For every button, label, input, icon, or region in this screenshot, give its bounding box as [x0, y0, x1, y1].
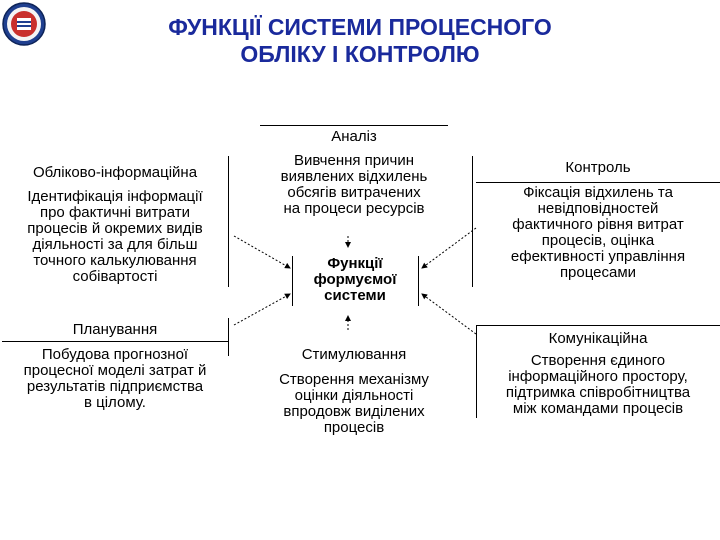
control-heading: Контроль: [565, 159, 631, 176]
stimulation-heading: Стимулювання: [301, 346, 407, 363]
arrow-from-accounting: [234, 236, 290, 268]
analysis-heading: Аналіз: [331, 128, 377, 145]
accounting-heading: Обліково-інформаційна: [32, 164, 198, 181]
communication-heading: Комунікаційна: [548, 330, 648, 347]
control-text: Фіксація відхилень та невідповідностей фактичного рівня витрат процесів, оцінка ефективності управління процесами: [510, 184, 686, 281]
planning-text: Побудова прогнозної процесної моделі затрат й результатів підприємства в цілому.: [23, 346, 207, 411]
accounting-text: Ідентифікація інформації про фактичні витрати процесів й окремих видів діяльності за для більш точного калькулювання собівартості: [27, 188, 203, 285]
title-line-2: ОБЛІКУ І КОНТРОЛЮ: [240, 41, 480, 67]
arrow-from-planning: [234, 294, 290, 325]
arrow-from-control: [422, 228, 476, 268]
arrow-from-communication: [422, 294, 476, 334]
planning-heading: Планування: [72, 321, 158, 338]
title-line-1: ФУНКЦІЇ СИСТЕМИ ПРОЦЕСНОГО: [168, 14, 552, 40]
center-functions-label: Функції формуємої системи: [313, 255, 397, 304]
analysis-text: Вивчення причин виявлених відхилень обсягів витрачених на процеси ресурсів: [280, 152, 428, 217]
stimulation-text: Створення механізму оцінки діяльності впродовж виділених процесів: [279, 371, 429, 436]
communication-text: Створення єдиного інформаційного простору, підтримка співробітництва між командами процесів: [505, 352, 691, 417]
